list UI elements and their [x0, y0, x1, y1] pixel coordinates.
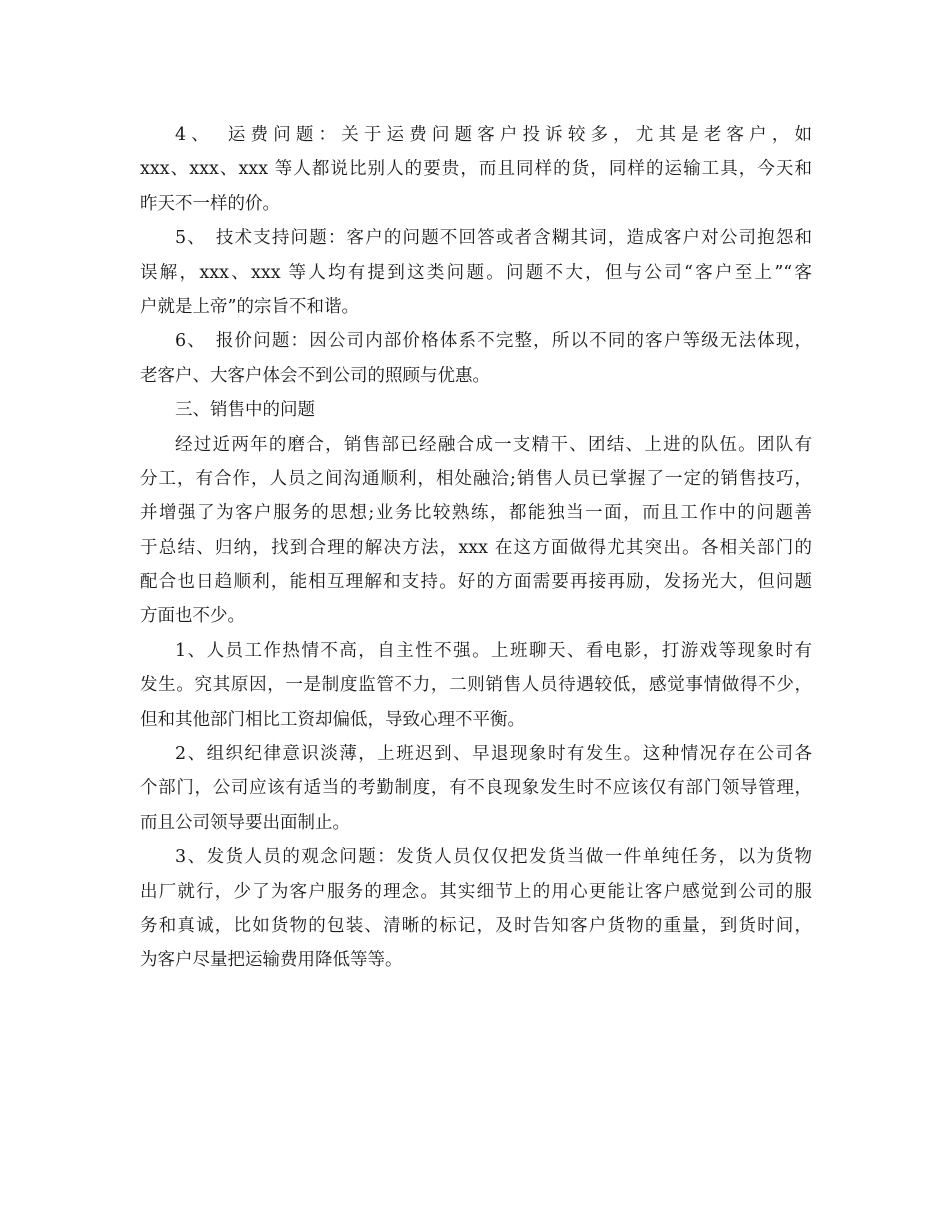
text-line: 2、组织纪律意识淡薄，上班迟到、早退现象时有发生。这种情况存在公司各 — [175, 744, 812, 765]
paragraph-tech-support-issue — [140, 221, 812, 324]
text-line: 4、 运费问题：关于运费问题客户投诉较多，尤其是老客户，如 — [175, 125, 812, 145]
text-line: 并增强了为客户服务的思想;业务比较熟练，都能独当一面，而且工作中的问题善 — [140, 503, 812, 524]
text-line: 但和其他部门相比工资却偏低，导致心理不平衡。 — [140, 709, 525, 730]
text-line: 分工，有合作，人员之间沟通顺利，相处融洽;销售人员已掌握了一定的销售技巧， — [140, 468, 812, 489]
text-line: 而且公司领导要出面制止。 — [140, 812, 350, 833]
text-line: 出厂就行，少了为客户服务的理念。其实细节上的用心更能让客户感觉到公司的服 — [140, 881, 812, 902]
paragraph-discipline — [140, 737, 812, 840]
text-line: 务和真诚，比如货物的包装、清晰的标记，及时告知客户货物的重量，到货时间， — [140, 915, 812, 936]
text-line: 为客户尽量把运输费用降低等等。 — [140, 950, 403, 971]
text-line: 误解，xxx、xxx 等人均有提到这类问题。问题不大，但与公司“客户至上”“客 — [140, 262, 812, 283]
text-line: 个部门，公司应该有适当的考勤制度，有不良现象发生时不应该仅有部门领导管理， — [140, 778, 812, 799]
text-line: 老客户、大客户体会不到公司的照顾与优惠。 — [140, 365, 490, 386]
text-line: 1、人员工作热情不高，自主性不强。上班聊天、看电影，打游戏等现象时有 — [175, 640, 812, 661]
paragraph-freight-issue — [140, 118, 812, 221]
document-body — [140, 118, 812, 978]
text-line: 方面也不少。 — [140, 606, 245, 627]
text-line: 经过近两年的磨合，销售部已经融合成一支精干、团结、上进的队伍。团队有 — [175, 434, 812, 455]
text-line: 6、 报价问题：因公司内部价格体系不完整，所以不同的客户等级无法体现， — [175, 331, 812, 352]
text-line: 5、 技术支持问题：客户的问题不回答或者含糊其词，造成客户对公司抱怨和 — [175, 228, 812, 249]
paragraph-shipping-staff — [140, 840, 812, 978]
text-line: 3、发货人员的观念问题：发货人员仅仅把发货当做一件单纯任务，以为货物 — [175, 847, 812, 868]
text-line: xxx、xxx、xxx 等人都说比别人的要贵，而且同样的货，同样的运输工具，今天和 — [140, 159, 812, 180]
text-line: 三、销售中的问题 — [175, 400, 315, 421]
text-line: 昨天不一样的价。 — [140, 193, 280, 214]
text-line: 配合也日趋顺利，能相互理解和支持。好的方面需要再接再励，发扬光大，但问题 — [140, 572, 812, 593]
paragraph-pricing-issue — [140, 324, 812, 393]
text-line: 发生。究其原因，一是制度监管不力，二则销售人员待遇较低，感觉事情做得不少， — [140, 675, 812, 696]
text-line: 户就是上帝”的宗旨不和谐。 — [140, 296, 359, 317]
text-line: 于总结、归纳，找到合理的解决方法，xxx 在这方面做得尤其突出。各相关部门的 — [140, 537, 812, 558]
paragraph-work-enthusiasm — [140, 634, 812, 737]
paragraph-sales-team-overview — [140, 428, 812, 634]
section-heading — [140, 393, 812, 427]
